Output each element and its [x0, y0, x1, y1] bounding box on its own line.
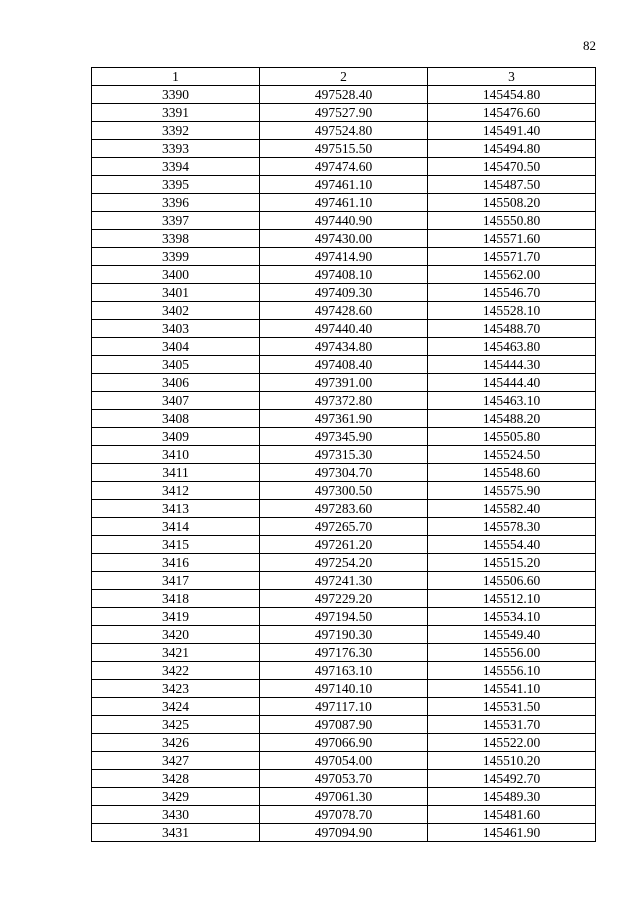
x-coordinate-cell: 497527.90 — [260, 104, 428, 122]
y-coordinate-cell: 145506.60 — [428, 572, 596, 590]
y-coordinate-cell: 145582.40 — [428, 500, 596, 518]
table-row — [92, 104, 596, 122]
x-coordinate-cell: 497304.70 — [260, 464, 428, 482]
x-coordinate-cell: 497515.50 — [260, 140, 428, 158]
point-number-cell: 3421 — [92, 644, 260, 662]
x-coordinate-cell: 497140.10 — [260, 680, 428, 698]
table-row — [92, 554, 596, 572]
y-coordinate-cell: 145549.40 — [428, 626, 596, 644]
table-row — [92, 788, 596, 806]
point-number-cell: 3395 — [92, 176, 260, 194]
table-row — [92, 644, 596, 662]
point-number-cell: 3431 — [92, 824, 260, 842]
table-row — [92, 626, 596, 644]
point-number-cell: 3414 — [92, 518, 260, 536]
table-row — [92, 320, 596, 338]
x-coordinate-cell: 497345.90 — [260, 428, 428, 446]
point-number-cell: 3429 — [92, 788, 260, 806]
y-coordinate-cell: 145510.20 — [428, 752, 596, 770]
x-coordinate-cell: 497474.60 — [260, 158, 428, 176]
y-coordinate-cell: 145492.70 — [428, 770, 596, 788]
point-number-cell: 3410 — [92, 446, 260, 464]
x-coordinate-cell: 497408.10 — [260, 266, 428, 284]
table-row — [92, 752, 596, 770]
y-coordinate-cell: 145470.50 — [428, 158, 596, 176]
y-coordinate-cell: 145528.10 — [428, 302, 596, 320]
y-coordinate-cell: 145531.70 — [428, 716, 596, 734]
x-coordinate-cell: 497409.30 — [260, 284, 428, 302]
x-coordinate-cell: 497391.00 — [260, 374, 428, 392]
point-number-cell: 3403 — [92, 320, 260, 338]
x-coordinate-cell: 497372.80 — [260, 392, 428, 410]
table-row — [92, 770, 596, 788]
table-row — [92, 194, 596, 212]
point-number-cell: 3390 — [92, 86, 260, 104]
table-row — [92, 140, 596, 158]
x-coordinate-cell: 497524.80 — [260, 122, 428, 140]
y-coordinate-cell: 145531.50 — [428, 698, 596, 716]
table-row — [92, 608, 596, 626]
table-row — [92, 698, 596, 716]
point-number-cell: 3423 — [92, 680, 260, 698]
y-coordinate-cell: 145575.90 — [428, 482, 596, 500]
point-number-cell: 3396 — [92, 194, 260, 212]
y-coordinate-cell: 145463.80 — [428, 338, 596, 356]
point-number-cell: 3418 — [92, 590, 260, 608]
y-coordinate-cell: 145476.60 — [428, 104, 596, 122]
table-row — [92, 518, 596, 536]
point-number-cell: 3412 — [92, 482, 260, 500]
point-number-cell: 3427 — [92, 752, 260, 770]
point-number-cell: 3424 — [92, 698, 260, 716]
x-coordinate-cell: 497300.50 — [260, 482, 428, 500]
table-header — [92, 68, 596, 86]
point-number-cell: 3422 — [92, 662, 260, 680]
point-number-cell: 3399 — [92, 248, 260, 266]
point-number-cell: 3411 — [92, 464, 260, 482]
table-row — [92, 482, 596, 500]
point-number-cell: 3393 — [92, 140, 260, 158]
x-coordinate-cell: 497440.40 — [260, 320, 428, 338]
table-row — [92, 356, 596, 374]
table-row — [92, 230, 596, 248]
y-coordinate-cell: 145505.80 — [428, 428, 596, 446]
y-coordinate-cell: 145522.00 — [428, 734, 596, 752]
table-row — [92, 176, 596, 194]
y-coordinate-cell: 145454.80 — [428, 86, 596, 104]
y-coordinate-cell: 145489.30 — [428, 788, 596, 806]
y-coordinate-cell: 145444.30 — [428, 356, 596, 374]
x-coordinate-cell: 497361.90 — [260, 410, 428, 428]
x-coordinate-cell: 497408.40 — [260, 356, 428, 374]
x-coordinate-cell: 497461.10 — [260, 176, 428, 194]
point-number-cell: 3400 — [92, 266, 260, 284]
table-row — [92, 590, 596, 608]
table-row — [92, 716, 596, 734]
y-coordinate-cell: 145534.10 — [428, 608, 596, 626]
point-number-cell: 3397 — [92, 212, 260, 230]
x-coordinate-cell: 497241.30 — [260, 572, 428, 590]
table-row — [92, 266, 596, 284]
point-number-cell: 3408 — [92, 410, 260, 428]
table-row — [92, 446, 596, 464]
x-coordinate-cell: 497163.10 — [260, 662, 428, 680]
y-coordinate-cell: 145554.40 — [428, 536, 596, 554]
y-coordinate-cell: 145562.00 — [428, 266, 596, 284]
column-header-2: 2 — [260, 68, 428, 86]
x-coordinate-cell: 497078.70 — [260, 806, 428, 824]
y-coordinate-cell: 145491.40 — [428, 122, 596, 140]
x-coordinate-cell: 497261.20 — [260, 536, 428, 554]
table-row — [92, 410, 596, 428]
x-coordinate-cell: 497053.70 — [260, 770, 428, 788]
y-coordinate-cell: 145481.60 — [428, 806, 596, 824]
point-number-cell: 3409 — [92, 428, 260, 446]
x-coordinate-cell: 497066.90 — [260, 734, 428, 752]
table-row — [92, 86, 596, 104]
y-coordinate-cell: 145488.70 — [428, 320, 596, 338]
point-number-cell: 3406 — [92, 374, 260, 392]
x-coordinate-cell: 497283.60 — [260, 500, 428, 518]
table-row — [92, 464, 596, 482]
x-coordinate-cell: 497265.70 — [260, 518, 428, 536]
table-row — [92, 284, 596, 302]
table-row — [92, 680, 596, 698]
y-coordinate-cell: 145571.70 — [428, 248, 596, 266]
y-coordinate-cell: 145571.60 — [428, 230, 596, 248]
table-row — [92, 374, 596, 392]
coordinates-table — [91, 67, 596, 842]
y-coordinate-cell: 145524.50 — [428, 446, 596, 464]
y-coordinate-cell: 145548.60 — [428, 464, 596, 482]
table-row — [92, 338, 596, 356]
y-coordinate-cell: 145444.40 — [428, 374, 596, 392]
table-row — [92, 158, 596, 176]
x-coordinate-cell: 497087.90 — [260, 716, 428, 734]
y-coordinate-cell: 145550.80 — [428, 212, 596, 230]
point-number-cell: 3394 — [92, 158, 260, 176]
table-row — [92, 212, 596, 230]
x-coordinate-cell: 497061.30 — [260, 788, 428, 806]
table-body — [92, 86, 596, 842]
point-number-cell: 3391 — [92, 104, 260, 122]
header-row — [92, 68, 596, 86]
point-number-cell: 3415 — [92, 536, 260, 554]
table-row — [92, 572, 596, 590]
point-number-cell: 3417 — [92, 572, 260, 590]
point-number-cell: 3419 — [92, 608, 260, 626]
x-coordinate-cell: 497229.20 — [260, 590, 428, 608]
table-row — [92, 248, 596, 266]
x-coordinate-cell: 497428.60 — [260, 302, 428, 320]
point-number-cell: 3428 — [92, 770, 260, 788]
y-coordinate-cell: 145578.30 — [428, 518, 596, 536]
x-coordinate-cell: 497117.10 — [260, 698, 428, 716]
table-row — [92, 662, 596, 680]
x-coordinate-cell: 497054.00 — [260, 752, 428, 770]
point-number-cell: 3401 — [92, 284, 260, 302]
point-number-cell: 3413 — [92, 500, 260, 518]
point-number-cell: 3398 — [92, 230, 260, 248]
x-coordinate-cell: 497315.30 — [260, 446, 428, 464]
y-coordinate-cell: 145515.20 — [428, 554, 596, 572]
x-coordinate-cell: 497414.90 — [260, 248, 428, 266]
table-row — [92, 536, 596, 554]
x-coordinate-cell: 497094.90 — [260, 824, 428, 842]
y-coordinate-cell: 145546.70 — [428, 284, 596, 302]
point-number-cell: 3402 — [92, 302, 260, 320]
point-number-cell: 3416 — [92, 554, 260, 572]
x-coordinate-cell: 497430.00 — [260, 230, 428, 248]
y-coordinate-cell: 145556.00 — [428, 644, 596, 662]
x-coordinate-cell: 497190.30 — [260, 626, 428, 644]
x-coordinate-cell: 497254.20 — [260, 554, 428, 572]
point-number-cell: 3392 — [92, 122, 260, 140]
point-number-cell: 3405 — [92, 356, 260, 374]
column-header-1: 1 — [92, 68, 260, 86]
table-row — [92, 824, 596, 842]
table-row — [92, 734, 596, 752]
point-number-cell: 3430 — [92, 806, 260, 824]
x-coordinate-cell: 497194.50 — [260, 608, 428, 626]
x-coordinate-cell: 497176.30 — [260, 644, 428, 662]
y-coordinate-cell: 145541.10 — [428, 680, 596, 698]
point-number-cell: 3425 — [92, 716, 260, 734]
x-coordinate-cell: 497461.10 — [260, 194, 428, 212]
x-coordinate-cell: 497440.90 — [260, 212, 428, 230]
table-row — [92, 500, 596, 518]
point-number-cell: 3404 — [92, 338, 260, 356]
x-coordinate-cell: 497434.80 — [260, 338, 428, 356]
y-coordinate-cell: 145556.10 — [428, 662, 596, 680]
y-coordinate-cell: 145508.20 — [428, 194, 596, 212]
table-row — [92, 806, 596, 824]
point-number-cell: 3407 — [92, 392, 260, 410]
y-coordinate-cell: 145494.80 — [428, 140, 596, 158]
y-coordinate-cell: 145512.10 — [428, 590, 596, 608]
table-row — [92, 122, 596, 140]
page-number: 82 — [583, 38, 596, 53]
table-row — [92, 392, 596, 410]
x-coordinate-cell: 497528.40 — [260, 86, 428, 104]
table-row — [92, 302, 596, 320]
column-header-3: 3 — [428, 68, 596, 86]
y-coordinate-cell: 145461.90 — [428, 824, 596, 842]
point-number-cell: 3426 — [92, 734, 260, 752]
table-row — [92, 428, 596, 446]
y-coordinate-cell: 145488.20 — [428, 410, 596, 428]
point-number-cell: 3420 — [92, 626, 260, 644]
y-coordinate-cell: 145463.10 — [428, 392, 596, 410]
y-coordinate-cell: 145487.50 — [428, 176, 596, 194]
